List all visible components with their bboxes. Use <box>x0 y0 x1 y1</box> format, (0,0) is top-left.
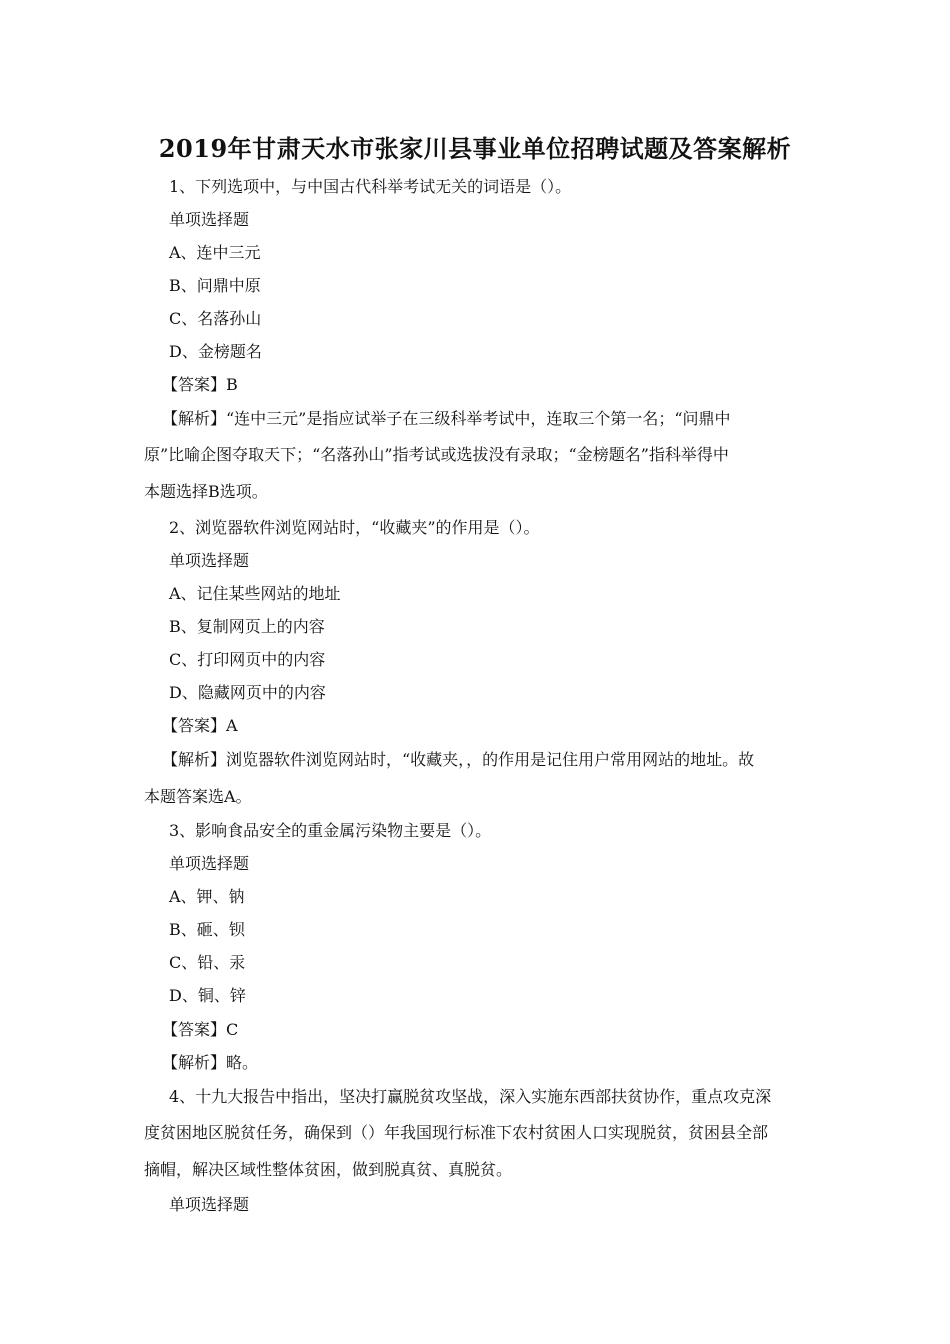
option-a: A、连中三元 <box>169 243 261 262</box>
analysis-line: 本题选择B选项。 <box>144 482 268 501</box>
answer: 【答案】B <box>162 375 238 394</box>
option-d: D、铜、锌 <box>169 986 246 1005</box>
question-type: 单项选择题 <box>169 551 250 570</box>
analysis-line: 【解析】略。 <box>162 1053 259 1072</box>
question-stem: 2、浏览器软件浏览网站时，“收藏夹”的作用是（）。 <box>169 518 540 537</box>
option-c: C、打印网页中的内容 <box>169 650 326 669</box>
option-d: D、金榜题名 <box>169 342 262 361</box>
option-b: B、砸、钡 <box>169 920 245 939</box>
answer: 【答案】C <box>162 1020 239 1039</box>
option-b: B、问鼎中原 <box>169 276 261 295</box>
option-b: B、复制网页上的内容 <box>169 617 325 636</box>
option-a: A、记住某些网站的地址 <box>169 584 341 603</box>
question-type: 单项选择题 <box>169 210 250 229</box>
analysis-line: 原”比喻企图夺取天下；“名落孙山”指考试或选拔没有录取；“金榜题名”指科举得中 <box>144 445 729 464</box>
analysis-line: 【解析】浏览器软件浏览网站时，“收藏夹，，的作用是记住用户常用网站的地址。故 <box>162 750 755 769</box>
option-c: C、铅、汞 <box>169 953 246 972</box>
question-type: 单项选择题 <box>169 854 250 873</box>
question-stem: 1、下列选项中，与中国古代科举考试无关的词语是（）。 <box>169 177 572 196</box>
question-stem: 摘帽，解决区域性整体贫困，做到脱真贫、真脱贫。 <box>144 1160 513 1179</box>
question-stem: 3、影响食品安全的重金属污染物主要是（）。 <box>169 821 492 840</box>
option-d: D、隐藏网页中的内容 <box>169 683 326 702</box>
question-stem: 4、十九大报告中指出，坚决打赢脱贫攻坚战，深入实施东西部扶贫协作，重点攻克深 <box>169 1087 772 1106</box>
question-type: 单项选择题 <box>169 1195 250 1214</box>
document-title: 2019年甘肃天水市张家川县事业单位招聘试题及答案解析 <box>158 134 792 163</box>
analysis-line: 本题答案选A。 <box>144 787 252 806</box>
analysis-line: 【解析】“连中三元”是指应试举子在三级科举考试中，连取三个第一名；“问鼎中 <box>162 409 731 428</box>
option-a: A、钾、钠 <box>169 887 245 906</box>
option-c: C、名落孙山 <box>169 309 262 328</box>
answer: 【答案】A <box>162 716 238 735</box>
question-stem: 度贫困地区脱贫任务，确保到（）年我国现行标准下农村贫困人口实现脱贫，贫困县全部 <box>144 1123 769 1142</box>
